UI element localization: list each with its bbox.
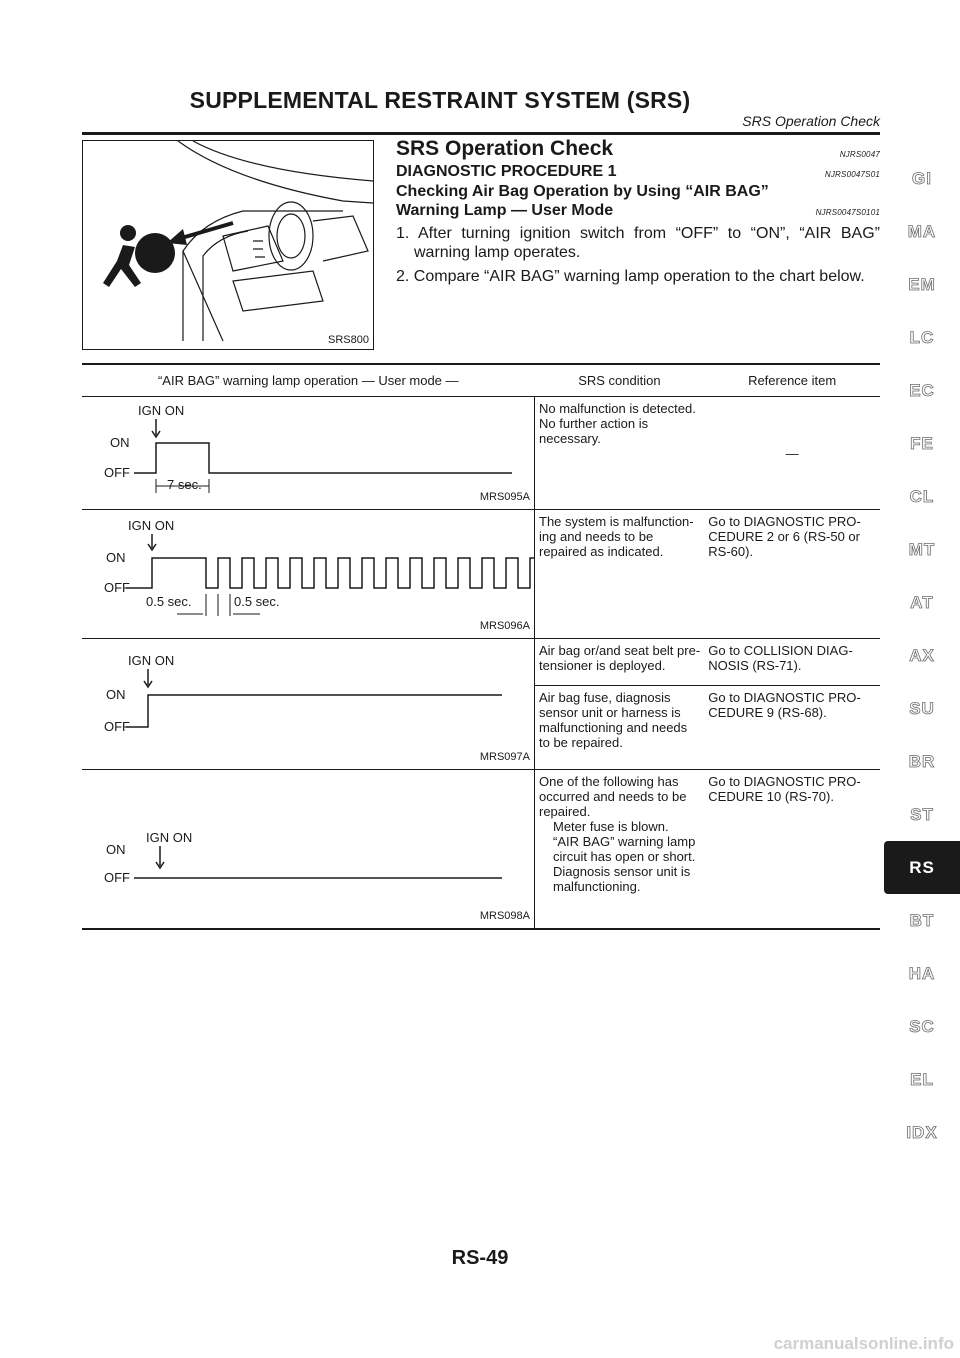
procedure-title: DIAGNOSTIC PROCEDURE 1 (396, 163, 617, 180)
section-tab-ma[interactable]: MA (907, 221, 937, 241)
table-row (82, 639, 880, 686)
reference-cell: Go to DIAGNOSTIC PRO-CEDURE 9 (RS-68). (704, 686, 880, 770)
header-rule (82, 132, 880, 135)
page-header-subtitle: SRS Operation Check (742, 113, 880, 129)
section-tab-em[interactable]: EM (908, 274, 936, 294)
section-code: NJRS0047 (839, 150, 880, 159)
lamp-waveform-off-steady (82, 770, 534, 928)
ign-on-label: IGN ON (128, 518, 175, 533)
lamp-waveform-7sec (82, 397, 534, 509)
half-sec-label-2: 0.5 sec. (234, 594, 280, 609)
section-tab-el[interactable]: EL (910, 1069, 934, 1089)
header-srs-condition: SRS condition (535, 364, 705, 397)
off-label: OFF (104, 719, 130, 734)
reference-cell: Go to DIAGNOSTIC PRO-CEDURE 10 (RS-70). (704, 770, 880, 930)
section-tab-br[interactable]: BR (908, 751, 936, 771)
table-row (82, 397, 880, 510)
reference-cell: Go to DIAGNOSTIC PRO-CEDURE 2 or 6 (RS-50 or RS-60). (704, 510, 880, 639)
section-tab-list (884, 152, 960, 1159)
ign-on-label: IGN ON (128, 653, 175, 668)
seven-sec-label: 7 sec. (167, 477, 202, 492)
off-label: OFF (104, 580, 130, 595)
condition-item: “AIR BAG” warning lamp circuit has open or short. (553, 834, 696, 864)
subheading-line-2: Warning Lamp — User Mode (396, 202, 614, 219)
off-label: OFF (104, 870, 130, 885)
table-header-row (82, 364, 880, 397)
figure-code: MRS098A (479, 910, 530, 922)
page-header-title: SUPPLEMENTAL RESTRAINT SYSTEM (SRS) (189, 87, 691, 113)
table-row (82, 770, 880, 930)
subheading-line-1: Checking Air Bag Operation by Using “AIR BAG” (396, 183, 769, 200)
condition-cell: Air bag fuse, diagnosis sensor unit or harness is malfunctioning and needs to be repaired. (535, 686, 705, 770)
watermark: carmanualsonline.info (773, 1334, 954, 1353)
lamp-diagram-cell (82, 397, 535, 510)
condition-cell: No malfunction is detected. No further action is necessary. (535, 397, 705, 510)
on-label: ON (106, 550, 126, 565)
condition-item: Diagnosis sensor unit is malfunctioning. (553, 864, 691, 894)
step-1: 1. After turning ignition switch from “OFF” to “ON”, “AIR BAG” warning lamp operates. (396, 225, 880, 261)
section-title: SRS Operation Check (396, 137, 614, 160)
on-label: ON (106, 842, 126, 857)
lamp-diagram-cell (82, 639, 535, 770)
section-tab-sc[interactable]: SC (909, 1016, 935, 1036)
lamp-diagram-cell (82, 510, 535, 639)
section-tab-gi[interactable]: GI (912, 168, 932, 188)
page-number: RS-49 (451, 1247, 509, 1269)
intro-section (396, 136, 880, 291)
section-tab-rs[interactable]: RS (884, 841, 960, 894)
condition-cell: Air bag or/and seat belt pre-tensioner is deployed. (535, 639, 705, 686)
section-tab-ax[interactable]: AX (909, 645, 935, 665)
procedure-code: NJRS0047S01 (824, 170, 880, 179)
reference-cell: — (704, 397, 880, 510)
subheading-code: NJRS0047S0101 (815, 208, 880, 217)
dashboard-illustration (83, 141, 373, 349)
ign-on-label: IGN ON (146, 830, 193, 845)
condition-cell: The system is malfunction-ing and needs to be repaired as indicated. (535, 510, 705, 639)
section-tab-idx[interactable]: IDX (906, 1122, 938, 1142)
flash-waveform (126, 558, 534, 588)
on-label: ON (110, 435, 130, 450)
steps-list (396, 224, 880, 286)
section-tab-fe[interactable]: FE (910, 433, 934, 453)
on-label: ON (106, 687, 126, 702)
condition-intro: One of the following has occurred and needs to be repaired. (539, 774, 687, 819)
srs-dashboard-figure (82, 140, 374, 350)
section-tab-st[interactable]: ST (910, 804, 934, 824)
reference-cell: Go to COLLISION DIAG-NOSIS (RS-71). (704, 639, 880, 686)
airbag-warning-icon (103, 225, 175, 287)
lamp-waveform-flashing (82, 510, 534, 638)
section-tab-su[interactable]: SU (909, 698, 935, 718)
lamp-diagram-cell (82, 770, 535, 930)
figure-code: MRS095A (479, 491, 530, 503)
condition-item: Meter fuse is blown. (553, 819, 669, 834)
off-label: OFF (104, 465, 130, 480)
section-tab-lc[interactable]: LC (909, 327, 935, 347)
figure-code-srs800: SRS800 (328, 334, 369, 346)
section-tab-ha[interactable]: HA (908, 963, 936, 983)
figure-code: MRS097A (479, 751, 530, 763)
lamp-waveform-on-steady (82, 639, 534, 769)
section-tab-mt[interactable]: MT (908, 539, 936, 559)
condition-cell (535, 770, 705, 930)
section-tab-at[interactable]: AT (910, 592, 934, 612)
table-row (82, 510, 880, 639)
warning-lamp-chart-table (82, 363, 880, 930)
section-tab-ec[interactable]: EC (909, 380, 935, 400)
ign-on-label: IGN ON (138, 403, 185, 418)
header-lamp-operation: “AIR BAG” warning lamp operation — User mode — (82, 364, 535, 397)
section-tab-cl[interactable]: CL (909, 486, 935, 506)
section-tab-bt[interactable]: BT (909, 910, 935, 930)
header-reference-item: Reference item (704, 364, 880, 397)
figure-code: MRS096A (479, 620, 530, 632)
step-2: 2. Compare “AIR BAG” warning lamp operation to the chart below. (396, 268, 865, 285)
half-sec-label-1: 0.5 sec. (146, 594, 192, 609)
